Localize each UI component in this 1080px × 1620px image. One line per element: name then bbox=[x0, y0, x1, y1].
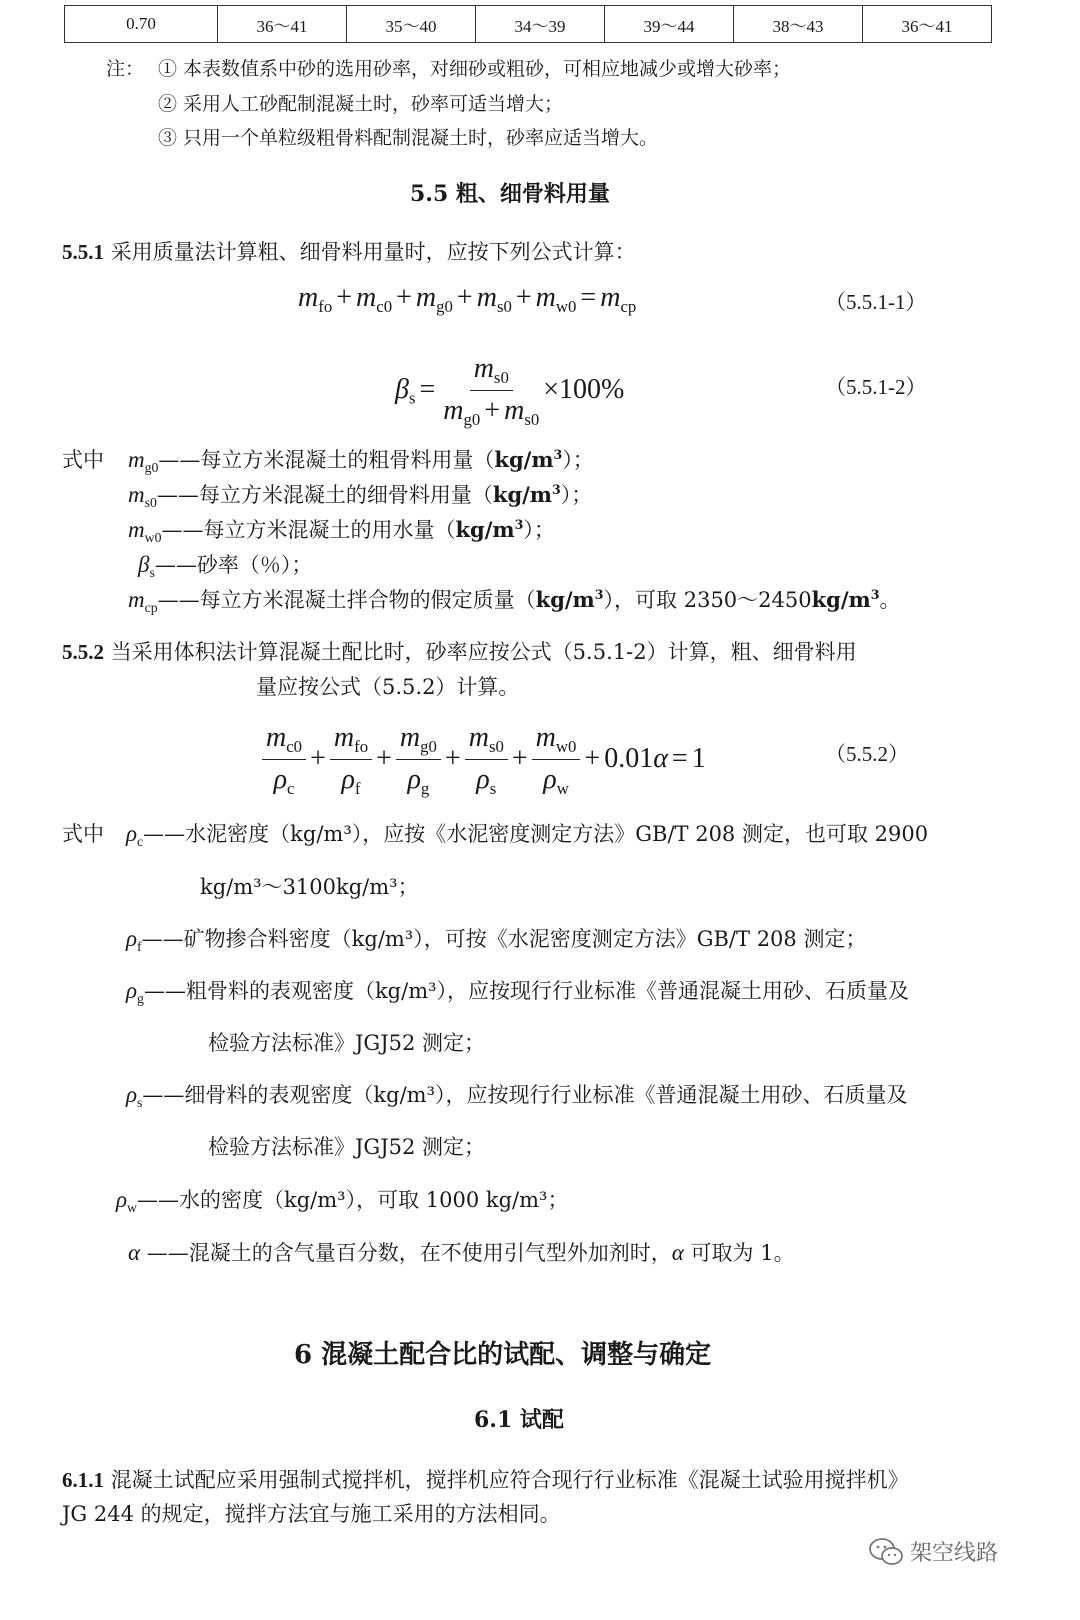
def-rho-c: $\rho_c——$水泥密度（kg/m³），应按《水泥密度测定方法》GB/T 208 测定，也可取 2900 bbox=[126, 821, 929, 849]
equation-5-5-1-1: $m_{fo} + m_{c0} + m_{g0} + m_{s0} + m_{w0} = m_{cp}$ bbox=[298, 282, 637, 316]
sand-ratio-table bbox=[64, 5, 992, 43]
clause-text: 当采用体积法计算混凝土配比时，砂率应按公式（5.5.1-2）计算，粗、细骨料用 bbox=[110, 640, 857, 664]
equation-5-5-1-2: $\beta_s$ = $\frac{m_{s0}}{m_{g0} + m_{s0}}$ ×100% bbox=[395, 353, 625, 429]
wechat-icon bbox=[868, 1537, 904, 1567]
where-label: 式中 bbox=[62, 448, 104, 472]
def-rho-s: $\rho_s——$细骨料的表观密度（kg/m³），应按现行行业标准《普通混凝土用砂、石质量及 bbox=[126, 1082, 908, 1110]
table-cell: 36～41 bbox=[863, 6, 992, 43]
clause-6-1-1-cont: JG 244 的规定，搅拌方法宜与施工采用的方法相同。 bbox=[62, 1502, 561, 1526]
def-rho-s-cont: 检验方法标准》JGJ52 测定； bbox=[208, 1135, 486, 1159]
equation-number: （5.5.1-1） bbox=[825, 290, 927, 314]
def-ms0: $m_{s0}——$每立方米混凝土的细骨料用量$(kg/m^3)$； bbox=[128, 482, 593, 510]
def-alpha: α ——混凝土的含气量百分数，在不使用引气型外加剂时，α 可取为 1。 bbox=[128, 1240, 795, 1265]
clause-text: 采用质量法计算粗、细骨料用量时，应按下列公式计算： bbox=[110, 240, 636, 264]
def-rho-f: $\rho_f——$矿物掺合料密度（kg/m³），可按《水泥密度测定方法》GB/T 208 测定； bbox=[126, 926, 867, 954]
def-beta-s: $\beta_s——$砂率（％）； bbox=[138, 552, 313, 580]
table-cell: 0.70 bbox=[65, 6, 218, 43]
table-cell: 39～44 bbox=[605, 6, 734, 43]
def-rho-w: $\rho_w——$水的密度（kg/m³），可取 1000 kg/m³； bbox=[116, 1187, 569, 1215]
watermark-text: 架空线路 bbox=[910, 1541, 999, 1566]
chapter-6-title: 6 混凝土配合比的试配、调整与确定 bbox=[294, 1340, 712, 1370]
def-rho-g-cont: 检验方法标准》JGJ52 测定； bbox=[208, 1031, 486, 1055]
clause-5-5-2-cont: 量应按公式（5.5.2）计算。 bbox=[256, 675, 520, 699]
clause-number: 5.5.2 bbox=[62, 640, 104, 664]
table-cell: 34～39 bbox=[476, 6, 605, 43]
def-mg0: $m_{g0}——$每立方米混凝土的粗骨料用量$(kg/m^3)$； bbox=[128, 447, 594, 475]
table-cell: 38～43 bbox=[734, 6, 863, 43]
note-1: ① 本表数值系中砂的选用砂率，对细砂或粗砂，可相应地减少或增大砂率； bbox=[158, 58, 792, 80]
note-3: ③ 只用一个单粒级粗骨料配制混凝土时，砂率应适当增大。 bbox=[158, 127, 659, 149]
table-row bbox=[65, 6, 992, 43]
equation-number: （5.5.2） bbox=[825, 742, 909, 766]
def-mw0: $m_{w0}——$每立方米混凝土的用水量$(kg/m^3)$； bbox=[128, 517, 555, 545]
clause-5-5-1 bbox=[62, 236, 636, 266]
where-label: 式中 bbox=[62, 822, 104, 846]
note-2: ② 采用人工砂配制混凝土时，砂率可适当增大； bbox=[158, 93, 564, 115]
clause-number: 6.1.1 bbox=[62, 1468, 104, 1492]
equation-number: （5.5.1-2） bbox=[825, 375, 927, 399]
clause-text: 混凝土试配应采用强制式搅拌机，搅拌机应符合现行行业标准《混凝土试验用搅拌机》 bbox=[110, 1468, 909, 1492]
def-rho-g: $\rho_g——$粗骨料的表观密度（kg/m³），应按现行行业标准《普通混凝土用砂、石质量及 bbox=[126, 978, 910, 1006]
clause-5-5-2 bbox=[62, 636, 857, 666]
table-cell: 36～41 bbox=[218, 6, 347, 43]
clause-6-1-1 bbox=[62, 1464, 909, 1494]
section-6-1-title: 6.1 试配 bbox=[474, 1407, 564, 1433]
table-cell: 35～40 bbox=[347, 6, 476, 43]
clause-number: 5.5.1 bbox=[62, 240, 104, 264]
wechat-watermark bbox=[868, 1536, 998, 1567]
def-rho-c-cont: kg/m³～3100kg/m³； bbox=[200, 875, 419, 899]
def-mcp: $m_{cp}——$每立方米混凝土拌合物的假定质量$(kg/m^3)$，可取 $2350\sim 2450kg/m^3$。 bbox=[128, 587, 901, 615]
equation-5-5-2: $\frac{m_{c0}}{\rho_c}$ + $\frac{m_{fo}}{\rho_f}$ + $\frac{m_{g0}}{\rho_g}$ + $\frac{m_{s0}}{\rho_s}$ + $\frac{m_{w0}}{\rho_w}$ + 0.01α = 1 bbox=[262, 722, 706, 799]
section-5-5-title: 5.5 粗、细骨料用量 bbox=[410, 181, 610, 207]
notes-label: 注： bbox=[106, 58, 145, 80]
